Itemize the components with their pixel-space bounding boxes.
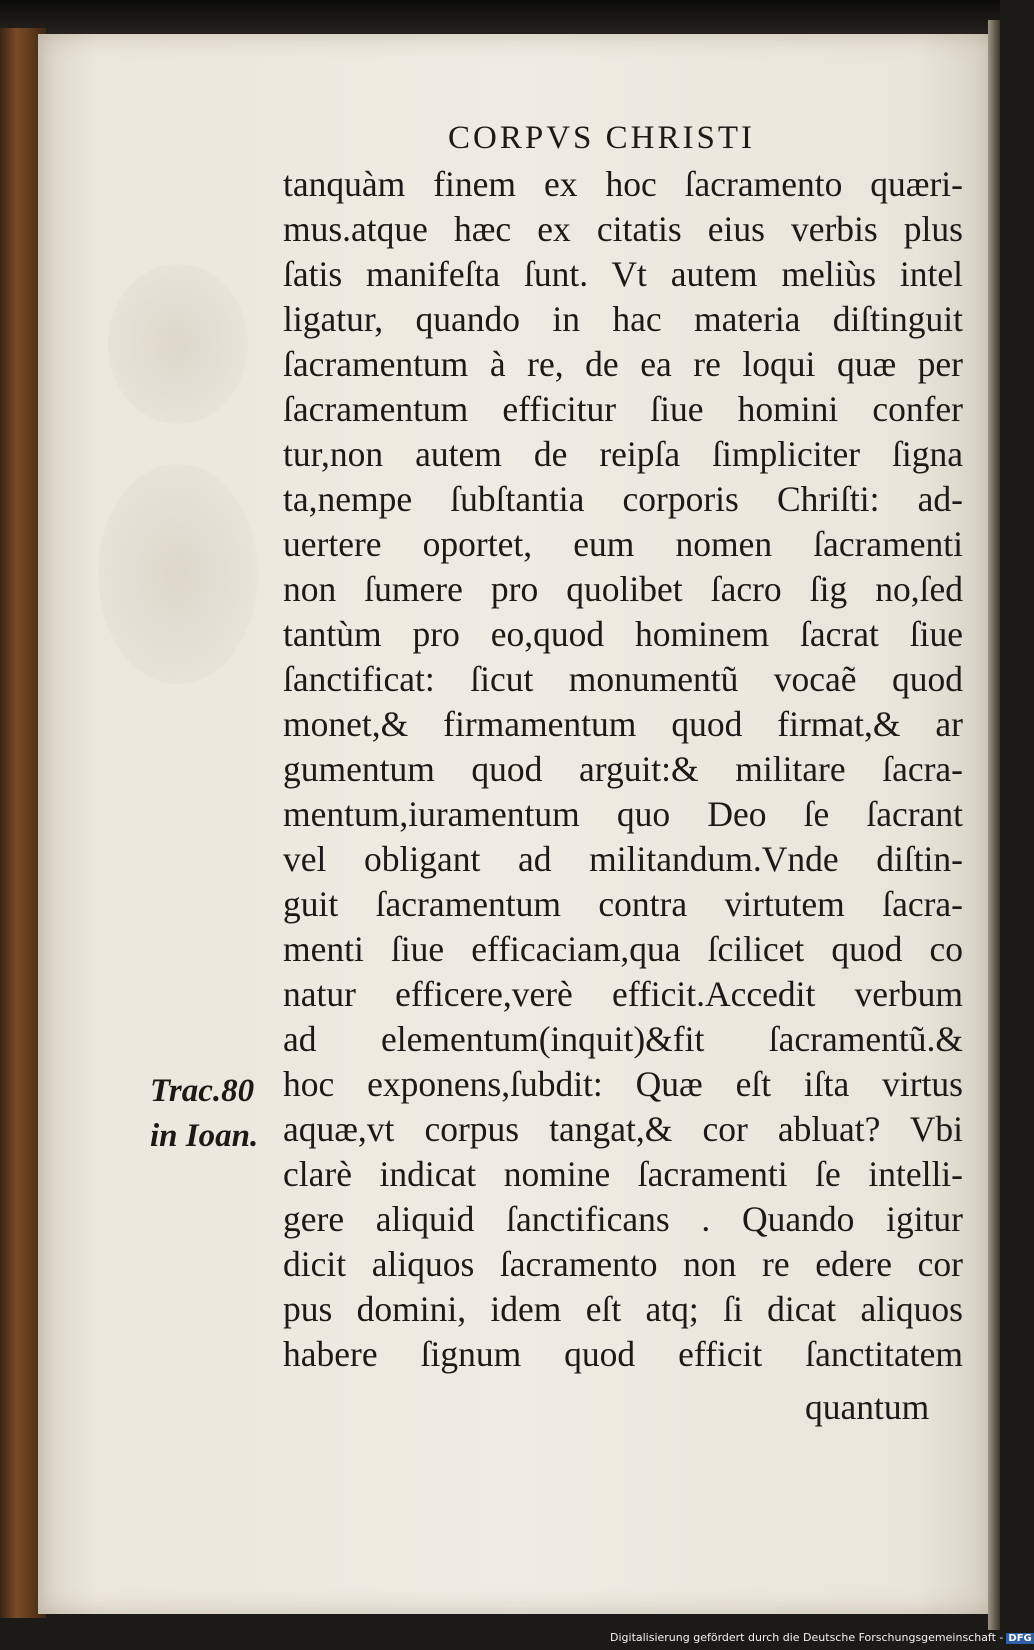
text-line: gumentum quod arguit:& militare ſacra-	[283, 749, 963, 789]
text-line: habere ſignum quod efficit ſanctitatem	[283, 1334, 963, 1374]
digitization-credit	[610, 1631, 1032, 1644]
text-line: menti ſiue efficaciam,qua ſcilicet quod co	[283, 929, 963, 969]
text-line: gere aliquid ſanctificans . Quando igitur	[283, 1199, 963, 1239]
text-line: vel obligant ad militandum.Vnde diſtin-	[283, 839, 963, 879]
page-stain	[98, 464, 258, 684]
running-head: CORPVS CHRISTI	[448, 120, 755, 156]
text-line: natur efficere,verè efficit.Accedit verbum	[283, 974, 963, 1014]
marginal-note-line1: Trac.80	[150, 1073, 255, 1109]
text-line: ſacramentum à re, de ea re loqui quæ per	[283, 344, 963, 384]
page-stain	[108, 264, 248, 424]
text-line: tur,non autem de reipſa ſimpliciter ſigna	[283, 434, 963, 474]
marginal-note-line2: in Ioan.	[150, 1118, 259, 1154]
text-line: dicit aliquos ſacramento non re edere cor	[283, 1244, 963, 1284]
text-line: non ſumere pro quolibet ſacro ſig no,ſed	[283, 569, 963, 609]
catchword: quantum	[805, 1387, 930, 1427]
text-line: tanquàm finem ex hoc ſacramento quæri-	[283, 164, 963, 204]
page-edge	[988, 20, 1000, 1630]
dfg-logo: DFG	[1008, 1633, 1032, 1644]
text-line: ta,nempe ſubſtantia corporis Chriſti: ad-	[283, 479, 963, 519]
text-line: ſacramentum efficitur ſiue homini confer	[283, 389, 963, 429]
text-line: ligatur, quando in hac materia diſtinguit	[283, 299, 963, 339]
text-line: pus domini, idem eſt atq; ſi dicat aliquos	[283, 1289, 963, 1329]
digitization-credit-text: Digitalisierung gefördert durch die Deutsche Forschungsgemeinschaft -	[610, 1631, 1004, 1644]
text-line: monet,& firmamentum quod firmat,& ar	[283, 704, 963, 744]
text-line: ad elementum(inquit)&fit ſacramentũ.&	[283, 1019, 963, 1059]
text-line: hoc exponens,ſubdit: Quæ eſt iſta virtus	[283, 1064, 963, 1104]
text-line: mentum,iuramentum quo Deo ſe ſacrant	[283, 794, 963, 834]
text-line: mus.atque hæc ex citatis eius verbis plus	[283, 209, 963, 249]
text-line: ſatis manifeſta ſunt. Vt autem meliùs intel	[283, 254, 963, 294]
text-line: guit ſacramentum contra virtutem ſacra-	[283, 884, 963, 924]
text-line: clarè indicat nomine ſacramenti ſe intelli-	[283, 1154, 963, 1194]
text-line: aquæ,vt corpus tangat,& cor abluat? Vbi	[283, 1109, 963, 1149]
text-line: uertere oportet, eum nomen ſacramenti	[283, 524, 963, 564]
text-line: ſanctificat: ſicut monumentũ vocaẽ quod	[283, 659, 963, 699]
main-text-block	[283, 162, 963, 1377]
text-line: tantùm pro eo,quod hominem ſacrat ſiue	[283, 614, 963, 654]
